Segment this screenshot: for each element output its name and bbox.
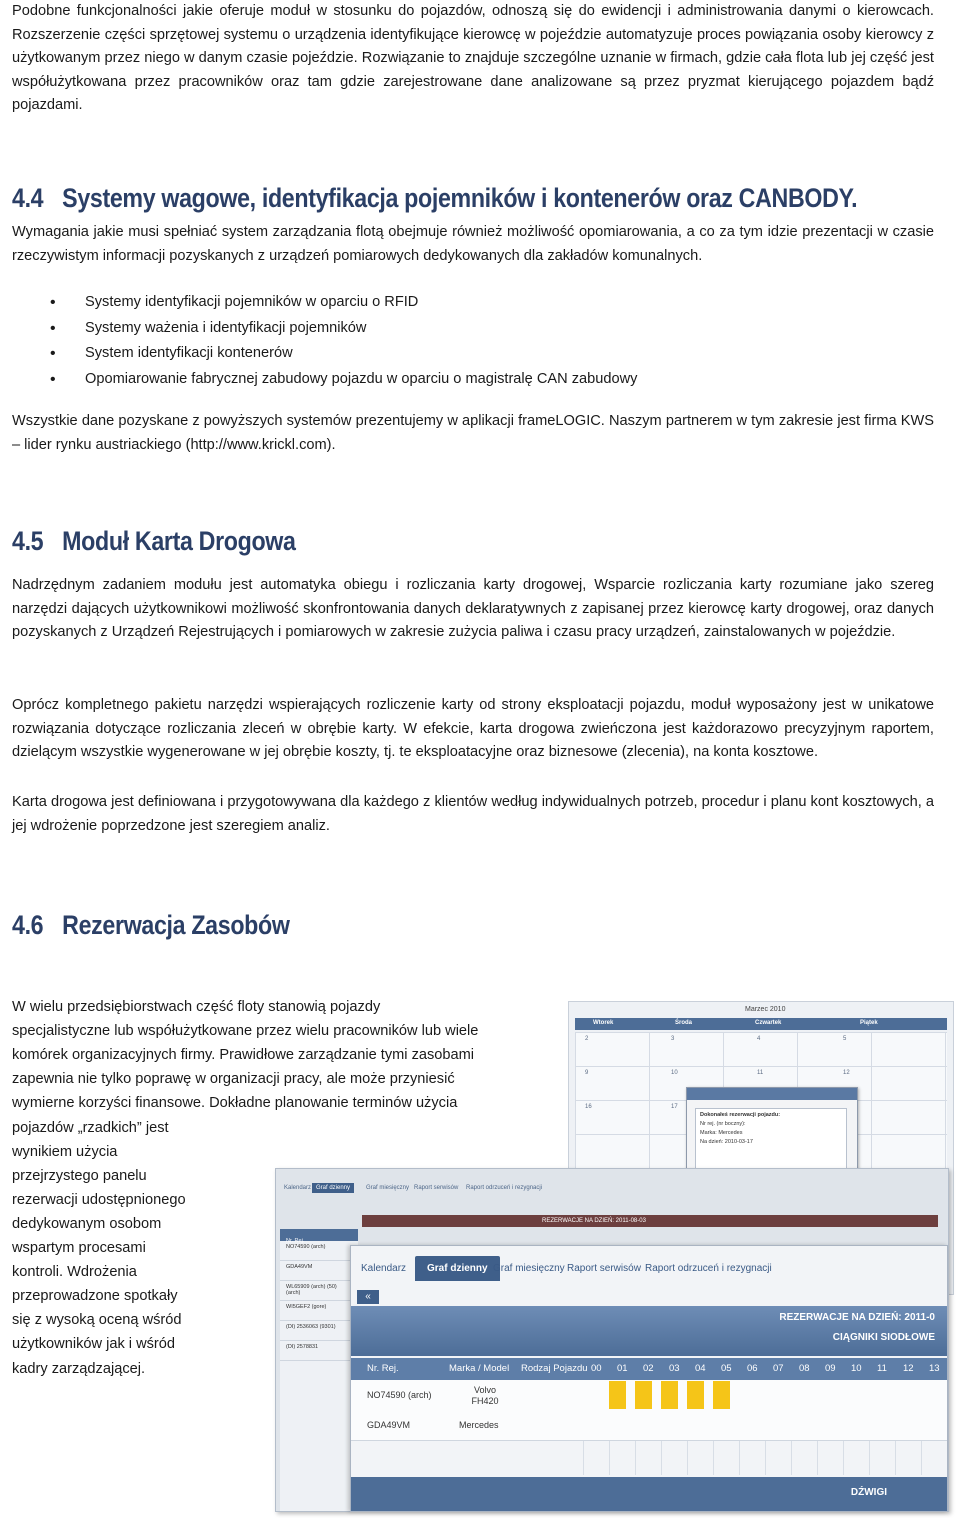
zoom-table-header — [351, 1358, 947, 1380]
day-view-tabs — [276, 1185, 948, 1197]
day-view-header — [362, 1215, 938, 1227]
s45-paragraph-2: Oprócz kompletnego pakietu narzędzi wspierających rozliczenie karty od strony eksploatacji pojazdu, moduł wyposażony jest w unikatowe rozwiązania dotyczące rozliczania zleceń w obrębie karty. W efekcie, karta drogowa zwieńczona jest każdorazowo precyzyjnym raportem, dzielącym wszystkie wygenerowane w jej obrębie koszty, tj. te eksploatacyjne oraz biznesowe (zlecenia), na konta kosztowe. — [12, 697, 934, 761]
back-button[interactable]: « — [357, 1290, 379, 1304]
hour-label: 11 — [877, 1363, 887, 1374]
paragraph-line: kontroli. Wdrożenia — [12, 1264, 137, 1281]
paragraph-line: zapewnia nie tylko poprawę w organizacji pracy, ale może przyniesić — [12, 1071, 455, 1088]
hour-label: 10 — [851, 1363, 862, 1374]
dialog-line: Nr rej. (nr boczny): — [700, 1121, 746, 1127]
section-number: 4.4 — [12, 183, 44, 213]
paragraph-line: pojazdów „rzadkich” jest — [12, 1119, 169, 1136]
tab-monthly-graph[interactable]: Graf miesięczny — [366, 1185, 410, 1191]
zoom-header-title: REZERWACJE NA DZIEŃ: 2011-0 — [779, 1312, 935, 1323]
s45-paragraph-1: Nadrzędnym zadaniem modułu jest automatyka obiegu i rozliczania karty drogowej, Wsparcie rozliczania karty rozumiane jako szereg narzędzi dających użytkownikowi możliwość skonfrontowania danych deklaratywnych z zapisanej przez kierowcę karty drogowej, oraz danych pozyskanych z Urządzeń Rejestrujących i pomiarowych w zakresie zużycia paliwa i czasu pracy urządzeń, zainstalowanych w pojeździe. — [12, 577, 934, 641]
paragraph-line: wymierne korzyści finansowe. Dokładne planowanie terminów użycia — [12, 1095, 458, 1112]
hour-label: 13 — [929, 1363, 940, 1374]
paragraph-line: specjalistyczne lub współużytkowane przez wielu pracowników lub wiele — [12, 1023, 479, 1040]
side-header — [280, 1229, 358, 1244]
table-row[interactable] — [351, 1410, 947, 1441]
section-number: 4.6 — [12, 910, 44, 940]
intro-paragraph: Podobne funkcjonalności jakie oferuje moduł w stosunku do pojazdów, odnoszą się do ewidencji i administrowania danymi o kierowcach. Rozszerzenie części sprzętowej systemu o urządzenia identyfikujące kierowcę w pojeździe automatyzuje proces powiązania osoby kierowcy z użytkowanym przez niego w danym czasie pojeździe. Rozwiązanie to znajduje szczególne uznanie w firmach, gdzie cała flota lub jej część jest współużytkowana przez pracowników oraz tam gdzie zarejestrowane dane analizowane są przez pryzmat kierującego pojazdem bądź pojazdami. — [12, 3, 934, 114]
reservation-block[interactable] — [687, 1381, 704, 1409]
paragraph-line: się z wysoką oceną wśród — [12, 1312, 182, 1329]
reservation-block[interactable] — [635, 1381, 652, 1409]
paragraph-line: komórek organizacyjnych firmy. Prawidłowe zarządzanie tymi zasobami — [12, 1047, 475, 1064]
hour-label: 07 — [773, 1363, 784, 1374]
list-item[interactable]: WL65909 (arch) (50) (arch) — [280, 1281, 358, 1301]
day-view-header-text: REZERWACJE NA DZIEŃ: 2011-08-03 — [542, 1218, 646, 1224]
tab-rejection-report[interactable]: Raport odrzuceń i rezygnacji — [466, 1185, 543, 1191]
section-4-5-heading — [12, 526, 296, 557]
list-item[interactable]: (DI) 2578831 — [280, 1341, 358, 1361]
day-label: Wtorek — [593, 1020, 614, 1026]
day-label: Środa — [675, 1020, 693, 1026]
hour-label: 03 — [669, 1363, 680, 1374]
hour-label: 00 — [591, 1363, 602, 1374]
hour-label: 02 — [643, 1363, 654, 1374]
calendar-day-number[interactable]: 3 — [671, 1036, 675, 1042]
dialog-line: Marka: Mercedes — [700, 1130, 743, 1136]
list-item: • Systemy ważenia i identyfikacji pojemników — [12, 316, 912, 342]
dialog-line: Na dzień: 2010-03-17 — [700, 1139, 753, 1145]
section-title: Moduł Karta Drogowa — [62, 526, 296, 556]
tab-service-report[interactable]: Raport serwisów — [414, 1185, 459, 1191]
paragraph-line: wspartym procesami — [12, 1240, 146, 1256]
hour-label: 01 — [617, 1363, 628, 1374]
paragraph-line: przejrzystego panelu — [12, 1167, 147, 1184]
s44-bullet-list — [12, 290, 912, 392]
list-item[interactable]: (DI) 2536063 (9301) — [280, 1321, 358, 1341]
calendar-day-number[interactable]: 4 — [757, 1036, 761, 1042]
hour-label: 12 — [903, 1363, 914, 1374]
row-make: Mercedes — [459, 1420, 499, 1430]
section-4-6-heading — [12, 910, 290, 941]
tab-daily-graph[interactable]: Graf dzienny — [415, 1256, 500, 1281]
paragraph-line: wynikiem użycia — [12, 1143, 118, 1160]
column-header: Rodzaj Pojazdu — [521, 1363, 588, 1374]
reservation-block[interactable] — [609, 1381, 626, 1409]
calendar-day-number[interactable]: 10 — [671, 1070, 678, 1076]
s44-paragraph-1: Wymagania jakie musi spełniać system zarządzania flotą obejmuje również możliwość opomiarowania, a co za tym idzie prezentacji w czasie rzeczywistym informacji pozyskanych z urządzeń pomiarowych dedykowanych dla zakładów komunalnych. — [12, 224, 934, 264]
day-view-side-list — [280, 1229, 358, 1511]
paragraph-line: przeprowadzone spotkały — [12, 1288, 178, 1305]
list-item: • System identyfikacji kontenerów — [12, 341, 912, 367]
zoom-header-subtitle: CIĄGNIKI SIODŁOWE — [832, 1332, 935, 1343]
list-item[interactable]: GDA49VM — [280, 1261, 358, 1281]
paragraph-line: W wielu przedsiębiorstwach część floty stanowią pojazdy — [12, 999, 381, 1015]
row-registration: GDA49VM — [367, 1420, 411, 1430]
zoomed-screenshot — [350, 1245, 948, 1512]
list-item[interactable]: WI5GEF2 (gore) — [280, 1301, 358, 1321]
column-header: Marka / Model — [449, 1363, 510, 1374]
calendar-day-number[interactable]: 2 — [585, 1036, 589, 1042]
zoom-tabs — [357, 1256, 947, 1282]
reservation-block[interactable] — [713, 1381, 730, 1409]
zoom-footer-band — [351, 1477, 947, 1511]
calendar-day-header — [575, 1018, 947, 1030]
reservation-block[interactable] — [661, 1381, 678, 1409]
zoom-header-band — [351, 1306, 947, 1356]
hour-label: 09 — [825, 1363, 836, 1374]
table-row[interactable] — [351, 1380, 947, 1411]
paragraph-line: użytkowników jak i wśród — [12, 1336, 176, 1353]
tab-calendar[interactable]: Kalendarz — [284, 1185, 312, 1191]
paragraph-line: dedykowanym osobom — [12, 1215, 162, 1232]
s45-paragraph-3: Karta drogowa jest definiowana i przygotowywana dla każdego z klientów według indywidualnych potrzeb, procedur i planu kont kosztowych, a jej wdrożenie poprzedzone jest szeregiem analiz. — [12, 794, 934, 834]
hour-label: 06 — [747, 1363, 758, 1374]
zoom-footer-text: DŹWIGI — [850, 1487, 887, 1498]
calendar-day-number[interactable]: 5 — [843, 1036, 847, 1042]
side-header-text: Nr. Rej. — [286, 1238, 305, 1244]
section-number: 4.5 — [12, 526, 44, 556]
tab-calendar[interactable]: Kalendarz — [361, 1263, 407, 1274]
list-item: • Opomiarowanie fabrycznej zabudowy pojazdu w oparciu o magistralę CAN zabudowy — [12, 367, 912, 393]
calendar-month-title: Marzec 2010 — [745, 1006, 786, 1013]
tab-service-report[interactable]: Raport serwisów — [567, 1263, 641, 1274]
paragraph-line: rezerwacji udostępnionego — [12, 1191, 186, 1208]
column-header: Nr. Rej. — [367, 1363, 399, 1374]
row-make: Volvo FH420 — [471, 1385, 499, 1406]
hour-label: 05 — [721, 1363, 732, 1374]
section-title: Systemy wagowe, identyfikacja pojemników i kontenerów oraz CANBODY. — [62, 183, 858, 213]
calendar-day-number[interactable]: 16 — [585, 1104, 592, 1110]
calendar-day-number[interactable]: 11 — [757, 1070, 764, 1076]
day-label: Czwartek — [755, 1020, 782, 1026]
calendar-day-number[interactable]: 9 — [585, 1070, 589, 1076]
hour-label: 08 — [799, 1363, 810, 1374]
calendar-day-number[interactable]: 12 — [843, 1070, 850, 1076]
section-4-4-heading — [12, 183, 857, 214]
dialog-title: Dokonałeś rezerwacji pojazdu: — [700, 1112, 781, 1118]
dialog-titlebar — [687, 1088, 857, 1100]
row-registration: NO74590 (arch) — [367, 1390, 432, 1400]
s44-paragraph-2: Wszystkie dane pozyskane z powyższych systemów prezentujemy w aplikacji frameLOGIC. Naszym partnerem w tym zakresie jest firma KWS – lider rynku austriackiego (http://www.krickl.com). — [12, 413, 934, 453]
list-item: • Systemy identyfikacji pojemników w oparciu o RFID — [12, 290, 912, 316]
day-label: Piątek — [860, 1020, 878, 1026]
tab-daily-graph[interactable]: Graf dzienny — [312, 1183, 354, 1193]
paragraph-line: kadry zarządzającej. — [12, 1360, 146, 1377]
section-title: Rezerwacja Zasobów — [62, 910, 290, 940]
list-item[interactable]: NO74590 (arch) — [280, 1241, 358, 1261]
tab-monthly-graph[interactable]: Graf miesięczny — [493, 1263, 565, 1274]
hour-label: 04 — [695, 1363, 706, 1374]
tab-rejection-report[interactable]: Raport odrzuceń i rezygnacji — [645, 1263, 772, 1274]
calendar-day-number[interactable]: 17 — [671, 1104, 678, 1110]
